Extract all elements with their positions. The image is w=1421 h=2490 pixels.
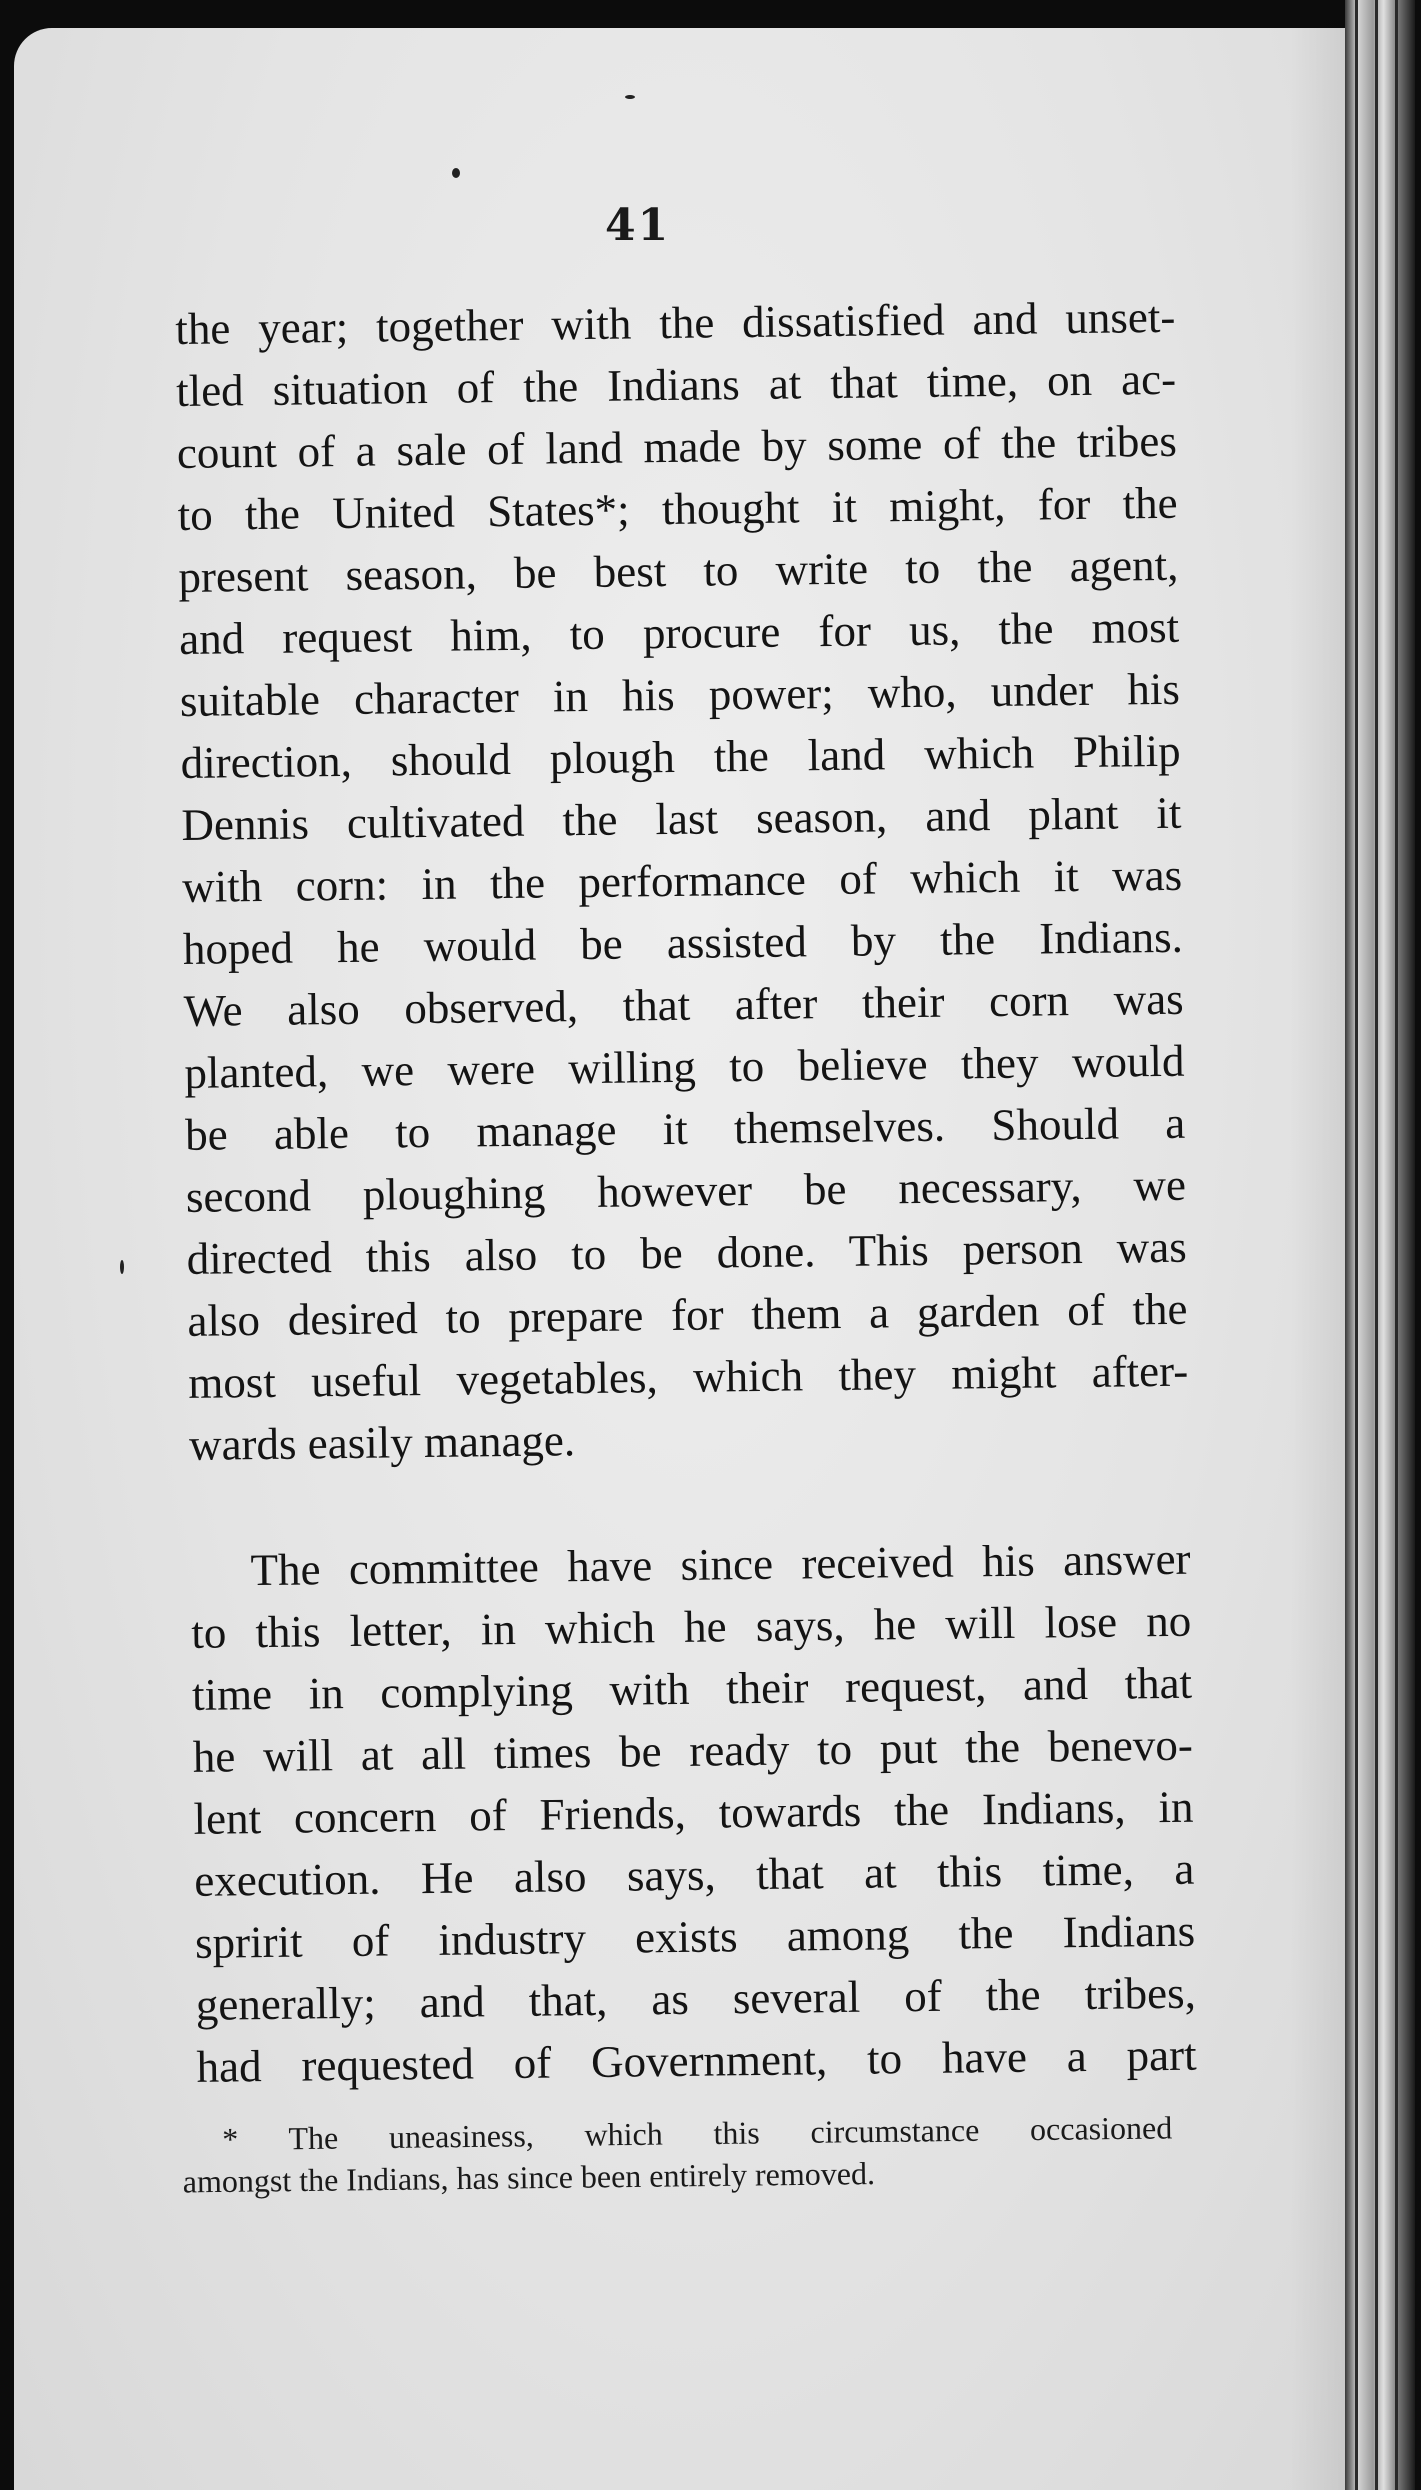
text-line: We also observed, that after their corn was — [183, 973, 1184, 1036]
text-line: planted, we were willing to believe they would — [184, 1035, 1185, 1098]
text-line: lent concern of Friends, towards the Indians, in — [193, 1781, 1194, 1844]
footnote-line: * The uneasiness, which this circumstance occasioned — [222, 2109, 1173, 2157]
text-line: to this letter, in which he says, he will lose no — [191, 1595, 1192, 1658]
text-line: most useful vegetables, which they might after- — [187, 1345, 1189, 1408]
page-shadow — [1290, 20, 1350, 2490]
ink-speck — [120, 1260, 124, 1274]
text-line: tled situation of the Indians at that time, on ac- — [175, 353, 1177, 416]
ink-speck — [625, 95, 635, 99]
text-line: execution. He also says, that at this time, a — [194, 1843, 1195, 1906]
text-line: time in complying with their request, and that — [191, 1657, 1193, 1720]
text-line: the year; together with the dissatisfied and unset- — [175, 291, 1176, 354]
text-line: also desired to prepare for them a garden of the — [187, 1283, 1188, 1346]
text-line: generally; and that, as several of the tribes, — [195, 1967, 1197, 2030]
text-line: second ploughing however be necessary, we — [185, 1159, 1187, 1222]
page-number: 41 — [605, 200, 671, 251]
text-line: he will at all times be ready to put the benevo- — [192, 1719, 1194, 1782]
text-line: to the United States*; thought it might, for the — [177, 477, 1178, 540]
text-line: count of a sale of land made by some of the tribes — [176, 415, 1178, 478]
text-line: directed this also to be done. This person was — [186, 1221, 1187, 1284]
text-line: direction, should plough the land which Philip — [180, 725, 1181, 788]
edge-line — [1395, 0, 1398, 2490]
text-line: present season, be best to write to the agent, — [178, 539, 1179, 602]
text-line: be able to manage it themselves. Should a — [184, 1097, 1186, 1160]
footnote — [182, 2106, 1173, 2202]
text-line: suitable character in his power; who, under his — [179, 663, 1181, 726]
edge-line — [1355, 0, 1358, 2490]
text-line: and request him, to procure for us, the most — [178, 601, 1180, 664]
text-line: Dennis cultivated the last season, and plant it — [181, 787, 1182, 850]
book-edge — [1345, 0, 1415, 2490]
text-line: wards easily manage. — [188, 1415, 576, 1470]
footnote-line: amongst the Indians, has since been entirely removed. — [182, 2155, 876, 2200]
ink-speck — [452, 168, 460, 178]
text-line: had requested of Government, to have a part — [196, 2029, 1197, 2092]
edge-line — [1375, 0, 1378, 2490]
text-line: hoped he would be assisted by the Indians. — [182, 911, 1184, 974]
text-line: spririt of industry exists among the Indians — [194, 1905, 1196, 1968]
paragraph-break — [189, 1464, 1190, 1540]
text-line: The committee have since received his answer — [250, 1533, 1191, 1596]
body-text — [175, 286, 1197, 2098]
text-line: with corn: in the performance of which it was — [181, 849, 1183, 912]
